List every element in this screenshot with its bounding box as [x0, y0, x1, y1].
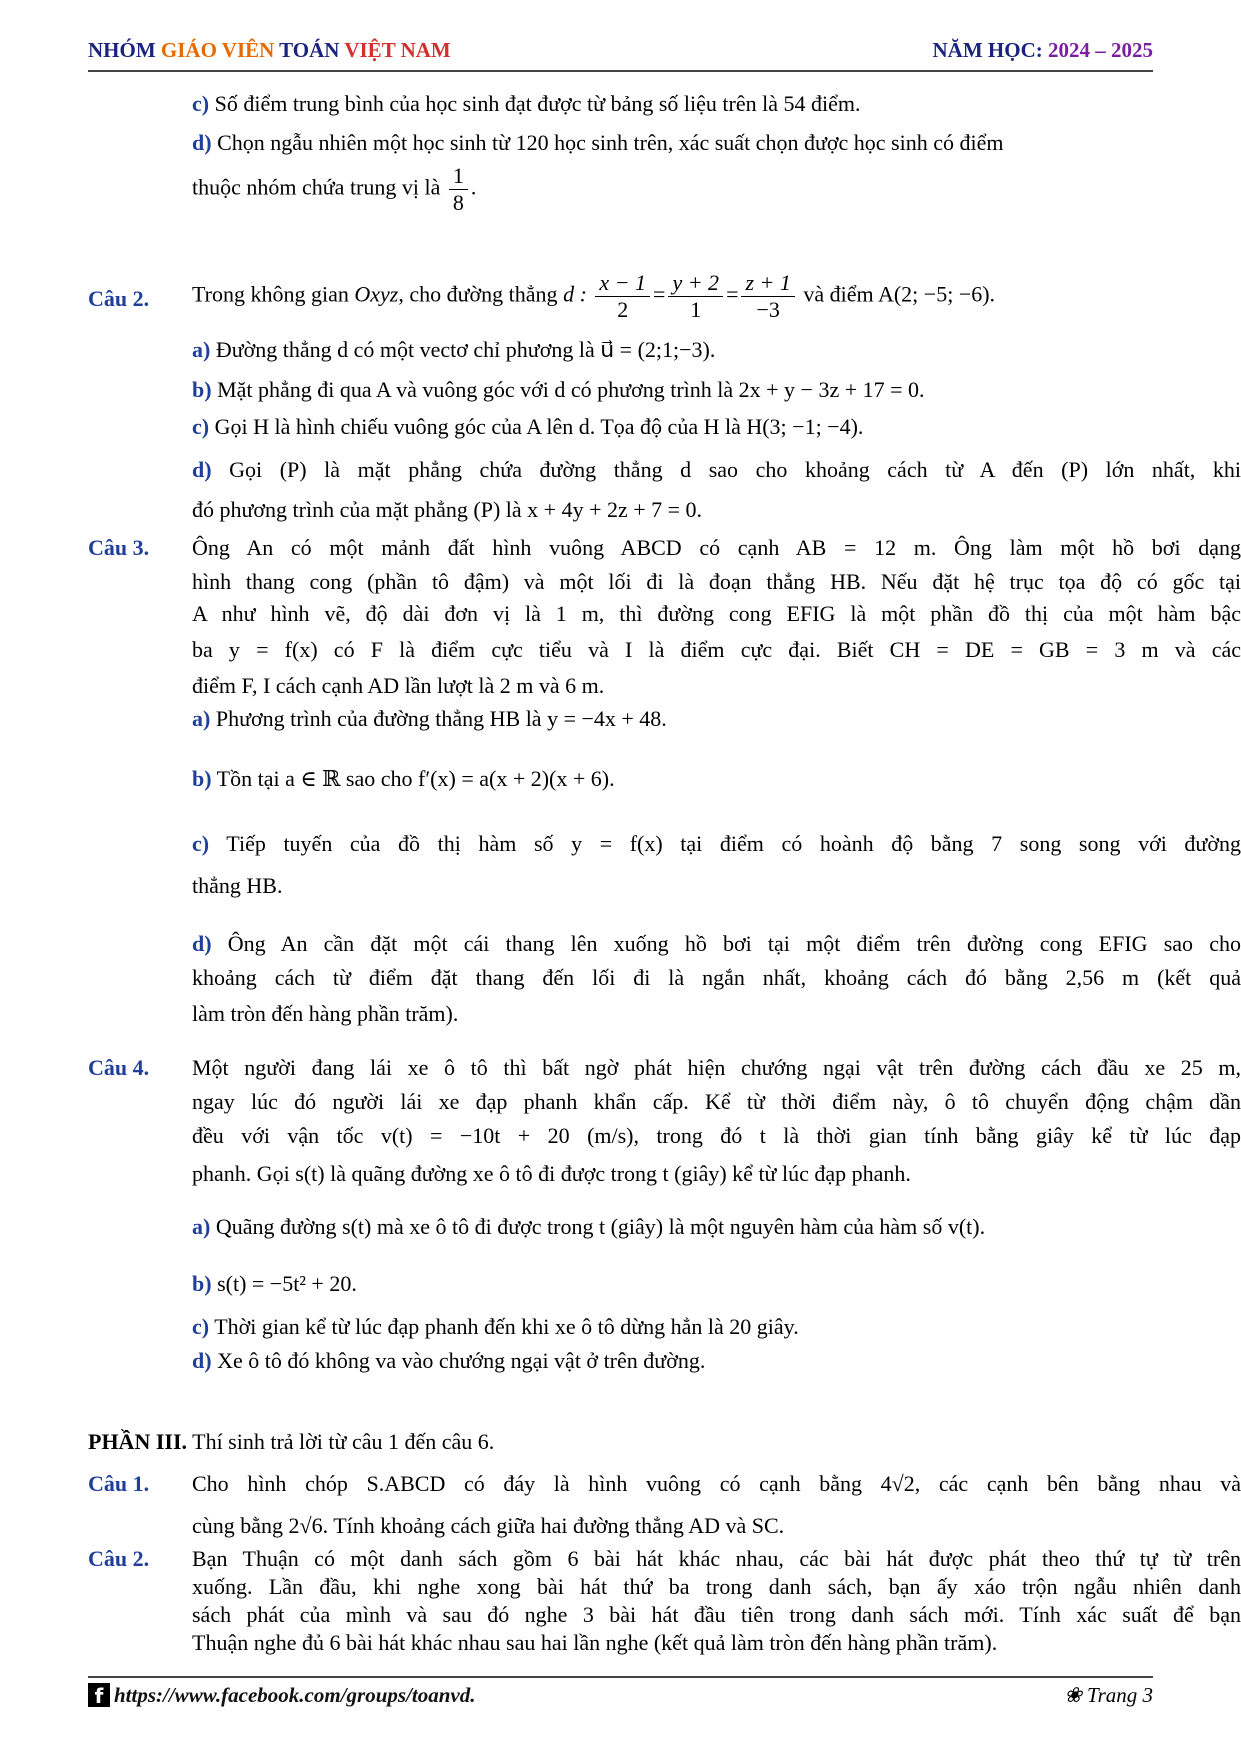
p3-q2-line2: xuống. Lần đầu, khi nghe xong bài hát thứ ba trong danh sách, bạn ấy xáo trộn ngẫu nhiên danh [192, 1574, 1241, 1599]
question-label: Câu 2. [88, 286, 150, 311]
q3-d-line1: d) Ông An cần đặt một cái thang lên xuống hồ bơi tại một điểm trên đường cong EFIG sao cho [192, 931, 1241, 956]
facebook-group-link[interactable]: https://www.facebook.com/groups/toanvd. [114, 1683, 476, 1707]
question-label: Câu 4. [88, 1055, 150, 1080]
q3-line5: điểm F, I cách cạnh AD lần lượt là 2 m và 6 m. [192, 673, 605, 698]
q4-b: b) s(t) = −5t² + 20. [192, 1271, 357, 1296]
q4-line4: phanh. Gọi s(t) là quãng đường xe ô tô đi được trong t (giây) kể từ lúc đạp phanh. [192, 1161, 911, 1186]
page-number: ❀ Trang 3 [1064, 1683, 1153, 1707]
header-rule [88, 70, 1153, 72]
q3-a: a) Phương trình của đường thẳng HB là y = −4x + 48. [192, 706, 667, 731]
fraction: $\frac{x - 1}{2}$ [595, 270, 650, 323]
footer-rule [88, 1676, 1153, 1678]
page-header [88, 38, 1153, 72]
q3-line1: Ông An có một mảnh đất hình vuông ABCD có cạnh AB = 12 m. Ông làm một hồ bơi dạng [192, 535, 1241, 560]
q2-d-line1: d) Gọi (P) là mặt phẳng chứa đường thẳng d sao cho khoảng cách từ A đến (P) lớn nhất, khi [192, 457, 1241, 482]
q3-line3: A như hình vẽ, độ dài đơn vị là 1 m, thì đường cong EFIG là một phần đồ thị của một hàm bậc [192, 601, 1241, 626]
q4-line3: đều với vận tốc v(t) = −10t + 20 (m/s), trong đó t là thời gian tính bằng giây kể từ lúc đạp [192, 1123, 1241, 1148]
q2-c: c) Gọi H là hình chiếu vuông góc của A lên d. Tọa độ của H là H(3; −1; −4). [192, 414, 864, 439]
p3-q1-line1: Cho hình chóp S.ABCD có đáy là hình vuông có cạnh bằng 4√2, các cạnh bên bằng nhau và [192, 1471, 1241, 1496]
school-year: NĂM HỌC: 2024 – 2025 [932, 38, 1153, 62]
q3-d-line2: khoảng cách từ điểm đặt thang đến lối đi là ngắn nhất, khoảng cách đó bằng 2,56 m (kết quả [192, 965, 1241, 990]
flower-icon: ❀ [1064, 1683, 1082, 1707]
q2-b: b) Mặt phẳng đi qua A và vuông góc với d có phương trình là 2x + y − 3z + 17 = 0. [192, 377, 925, 402]
group-name: NHÓM GIÁO VIÊN TOÁN VIỆT NAM [88, 38, 451, 62]
q3-c-line1: c) Tiếp tuyến của đồ thị hàm số y = f(x) tại điểm có hoành độ bằng 7 song song với đường [192, 831, 1241, 856]
fraction: $\frac{1}{8}$ [449, 163, 468, 216]
q4-line2: ngay lúc đó người lái xe đạp phanh khẩn cấp. Kể từ thời điểm này, ô tô chuyển động chậm dần [192, 1089, 1241, 1114]
fraction: $\frac{z + 1}{-3}$ [741, 270, 794, 323]
q2-intro: Trong không gian Oxyz, cho đường thẳng d : $\frac{x - 1}{2}$ = $\frac{y + 2}{1}$ = $\frac{z + 1}{-3}$ và điểm A(2; −5; −6). [192, 270, 996, 322]
q4-line1: Một người đang lái xe ô tô thì bất ngờ phát hiện chướng ngại vật trên đường cách đầu xe 25 m, [192, 1055, 1241, 1080]
p3-q2-line1: Bạn Thuận có một danh sách gồm 6 bài hát khác nhau, các bài hát được phát theo thứ tự từ trên [192, 1546, 1241, 1571]
q1-c: c) Số điểm trung bình của học sinh đạt được từ bảng số liệu trên là 54 điểm. [192, 91, 861, 116]
question-label: Câu 2. [88, 1546, 150, 1571]
part-3-heading: PHẦN III. Thí sinh trả lời từ câu 1 đến câu 6. [88, 1429, 495, 1454]
p3-q1-line2: cùng bằng 2√6. Tính khoảng cách giữa hai đường thẳng AD và SC. [192, 1513, 785, 1538]
q3-b: b) Tồn tại a ∈ ℝ sao cho f′(x) = a(x + 2)(x + 6). [192, 766, 615, 791]
q4-d: d) Xe ô tô đó không va vào chướng ngại vật ở trên đường. [192, 1348, 706, 1373]
facebook-icon: f [88, 1683, 110, 1707]
p3-q2-line4: Thuận nghe đủ 6 bài hát khác nhau sau hai lần nghe (kết quả làm tròn đến hàng phần trăm). [192, 1630, 998, 1655]
q2-d-line2: đó phương trình của mặt phẳng (P) là x + 4y + 2z + 7 = 0. [192, 497, 703, 522]
question-label: Câu 3. [88, 535, 150, 560]
q2-a: a) Đường thẳng d có một vectơ chỉ phương là u⃗ = (2;1;−3). [192, 337, 716, 362]
q4-c: c) Thời gian kể từ lúc đạp phanh đến khi xe ô tô dừng hẳn là 20 giây. [192, 1314, 799, 1339]
p3-q2-line3: sách phát của mình và sau đó nghe 3 bài hát đầu tiên trong danh sách mới. Tính xác suất để bạn [192, 1602, 1241, 1627]
fraction: $\frac{y + 2}{1}$ [668, 270, 723, 323]
q3-c-line2: thẳng HB. [192, 873, 283, 898]
q1-d-line2: thuộc nhóm chứa trung vị là $\frac{1}{8}$ . [192, 163, 477, 215]
q1-d-line1: d) Chọn ngẫu nhiên một học sinh từ 120 học sinh trên, xác suất chọn được học sinh có điểm [192, 130, 1004, 155]
q4-a: a) Quãng đường s(t) mà xe ô tô đi được trong t (giây) là một nguyên hàm của hàm số v(t). [192, 1214, 986, 1239]
q3-line4: ba y = f(x) có F là điểm cực tiểu và I là điểm cực đại. Biết CH = DE = GB = 3 m và các [192, 637, 1241, 662]
page-footer [88, 1683, 1153, 1713]
question-label: Câu 1. [88, 1471, 150, 1496]
q3-d-line3: làm tròn đến hàng phần trăm). [192, 1001, 459, 1026]
q3-line2: hình thang cong (phần tô đậm) và một lối đi là đoạn thẳng HB. Nếu đặt hệ trục tọa độ có gốc tại [192, 569, 1241, 594]
